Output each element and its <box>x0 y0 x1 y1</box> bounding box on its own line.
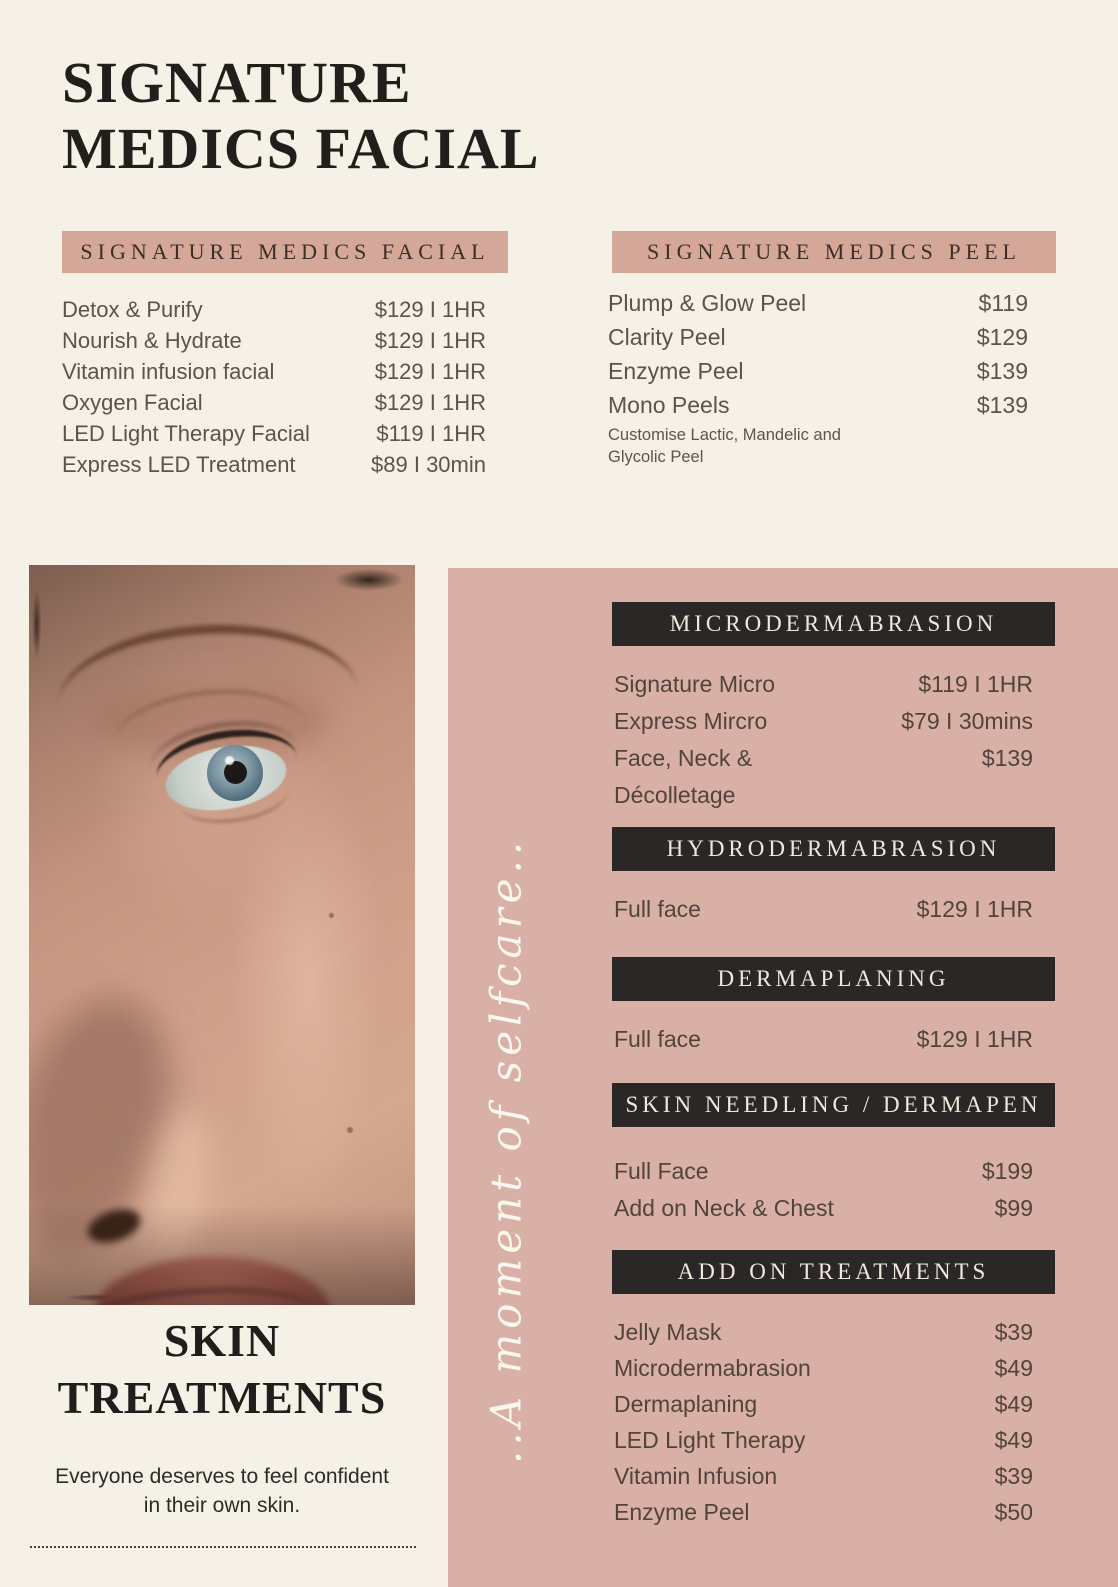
treatment-name: Enzyme Peel <box>614 1499 750 1525</box>
treatment-name: LED Light Therapy <box>614 1427 806 1453</box>
treatment-name: Face, Neck & Décolletage <box>614 745 753 808</box>
page-title-line1: SIGNATURE <box>62 50 412 115</box>
section-price-list <box>612 1021 1055 1058</box>
treatment-name: Microdermabrasion <box>614 1355 811 1381</box>
skin-treatments-title-line1: SKIN <box>163 1315 281 1366</box>
treatment-price: $50 <box>994 1499 1033 1525</box>
price-row <box>62 325 486 356</box>
treatment-price: $119 <box>978 290 1028 316</box>
beauty-mark <box>347 1127 353 1133</box>
section-header-bar: MICRODERMABRASION <box>612 602 1055 646</box>
treatment-name: Enzyme Peel <box>608 358 744 384</box>
price-row <box>62 356 486 387</box>
treatment-name: Express Mircro <box>614 708 768 734</box>
facial-section-header: SIGNATURE MEDICS FACIAL <box>62 231 508 273</box>
treatment-name: Clarity Peel <box>608 324 726 350</box>
treatment-price: $39 <box>994 1319 1033 1345</box>
treatment-price: $49 <box>994 1391 1033 1417</box>
treatment-price: $129 I 1HR <box>916 1026 1033 1052</box>
price-row <box>614 1494 1033 1530</box>
selfcare-script-text: ..A moment of selfcare.. <box>481 836 531 1464</box>
page-title <box>62 50 540 182</box>
peel-section-header: SIGNATURE MEDICS PEEL <box>612 231 1056 273</box>
treatment-price: $129 I 1HR <box>374 297 486 322</box>
price-row <box>614 740 1033 814</box>
price-row <box>614 1386 1033 1422</box>
treatment-name: LED Light Therapy Facial <box>62 421 310 446</box>
treatment-name: Dermaplaning <box>614 1391 758 1417</box>
section-skin-needling <box>612 1083 1055 1227</box>
treatment-name: Full face <box>614 1026 701 1052</box>
treatment-price: $129 I 1HR <box>374 390 486 415</box>
treatment-price: $119 I 1HR <box>376 421 486 446</box>
section-header-bar: HYDRODERMABRASION <box>612 827 1055 871</box>
price-row <box>62 294 486 325</box>
page-title-line2: MEDICS FACIAL <box>62 116 540 181</box>
price-row <box>614 1350 1033 1386</box>
treatment-price: $139 <box>981 745 1033 771</box>
treatment-name: Express LED Treatment <box>62 452 296 477</box>
treatment-name: Signature Micro <box>614 671 776 697</box>
section-add-on-treatments <box>612 1250 1055 1530</box>
treatment-name: Mono Peels <box>608 392 730 418</box>
treatment-name: Plump & Glow Peel <box>608 290 807 316</box>
treatment-name: Full Face <box>614 1158 709 1184</box>
treatment-price: $129 I 1HR <box>374 328 486 353</box>
treatment-price: $49 <box>994 1355 1033 1381</box>
price-row <box>614 1314 1033 1350</box>
facial-price-list <box>62 294 486 480</box>
treatment-note: Customise Lactic, Mandelic and Glycolic Peel <box>608 426 841 466</box>
price-row <box>614 1422 1033 1458</box>
beauty-mark <box>329 913 334 918</box>
section-price-list <box>612 1153 1055 1227</box>
treatment-price: $119 I 1HR <box>918 671 1033 697</box>
section-price-list <box>612 891 1055 928</box>
price-row <box>614 1153 1033 1190</box>
treatment-price: $139 <box>976 392 1028 418</box>
section-price-list <box>612 666 1055 814</box>
section-header-bar: SKIN NEEDLING / DERMAPEN <box>612 1083 1055 1127</box>
price-row <box>614 1021 1033 1058</box>
section-dermaplaning <box>612 957 1055 1058</box>
treatment-name: Oxygen Facial <box>62 390 203 415</box>
treatment-name: Add on Neck & Chest <box>614 1195 834 1221</box>
section-header-bar: ADD ON TREATMENTS <box>612 1250 1055 1294</box>
treatment-name: Nourish & Hydrate <box>62 328 242 353</box>
treatment-price: $49 <box>994 1427 1033 1453</box>
treatment-name: Vitamin infusion facial <box>62 359 275 384</box>
model-face-photo <box>29 565 415 1305</box>
price-row <box>614 666 1033 703</box>
section-price-list <box>612 1314 1055 1530</box>
price-row <box>608 286 1028 320</box>
price-row <box>614 1190 1033 1227</box>
price-row <box>614 891 1033 928</box>
treatments-panel <box>448 568 1118 1587</box>
treatment-price: $99 <box>994 1195 1033 1221</box>
treatment-name: Vitamin Infusion <box>614 1463 778 1489</box>
dotted-divider <box>30 1546 416 1548</box>
price-row <box>608 320 1028 354</box>
price-row <box>608 388 1028 468</box>
section-hydrodermabrasion <box>612 827 1055 928</box>
price-row <box>62 449 486 480</box>
section-header-bar: DERMAPLANING <box>612 957 1055 1001</box>
treatment-price: $129 I 1HR <box>374 359 486 384</box>
treatment-name: Detox & Purify <box>62 297 203 322</box>
treatment-price: $129 <box>976 324 1028 350</box>
photo-bottom-shadow <box>29 1205 415 1305</box>
skin-treatments-title <box>29 1312 415 1426</box>
treatment-name: Full face <box>614 896 701 922</box>
price-row <box>614 1458 1033 1494</box>
section-microdermabrasion <box>612 602 1055 814</box>
price-row <box>62 387 486 418</box>
tagline: Everyone deserves to feel confident in their own skin. <box>55 1465 389 1517</box>
treatment-price: $139 <box>976 358 1028 384</box>
skin-treatments-title-line2: TREATMENTS <box>57 1372 387 1423</box>
treatment-price: $199 <box>981 1158 1033 1184</box>
treatment-name: Jelly Mask <box>614 1319 722 1345</box>
treatment-price: $129 I 1HR <box>916 896 1033 922</box>
price-row <box>614 703 1033 740</box>
price-row <box>608 354 1028 388</box>
treatment-price: $39 <box>994 1463 1033 1489</box>
peel-price-list <box>608 286 1028 468</box>
price-row <box>62 418 486 449</box>
treatment-price: $89 I 30min <box>371 452 486 477</box>
treatment-price: $79 I 30mins <box>901 708 1033 734</box>
